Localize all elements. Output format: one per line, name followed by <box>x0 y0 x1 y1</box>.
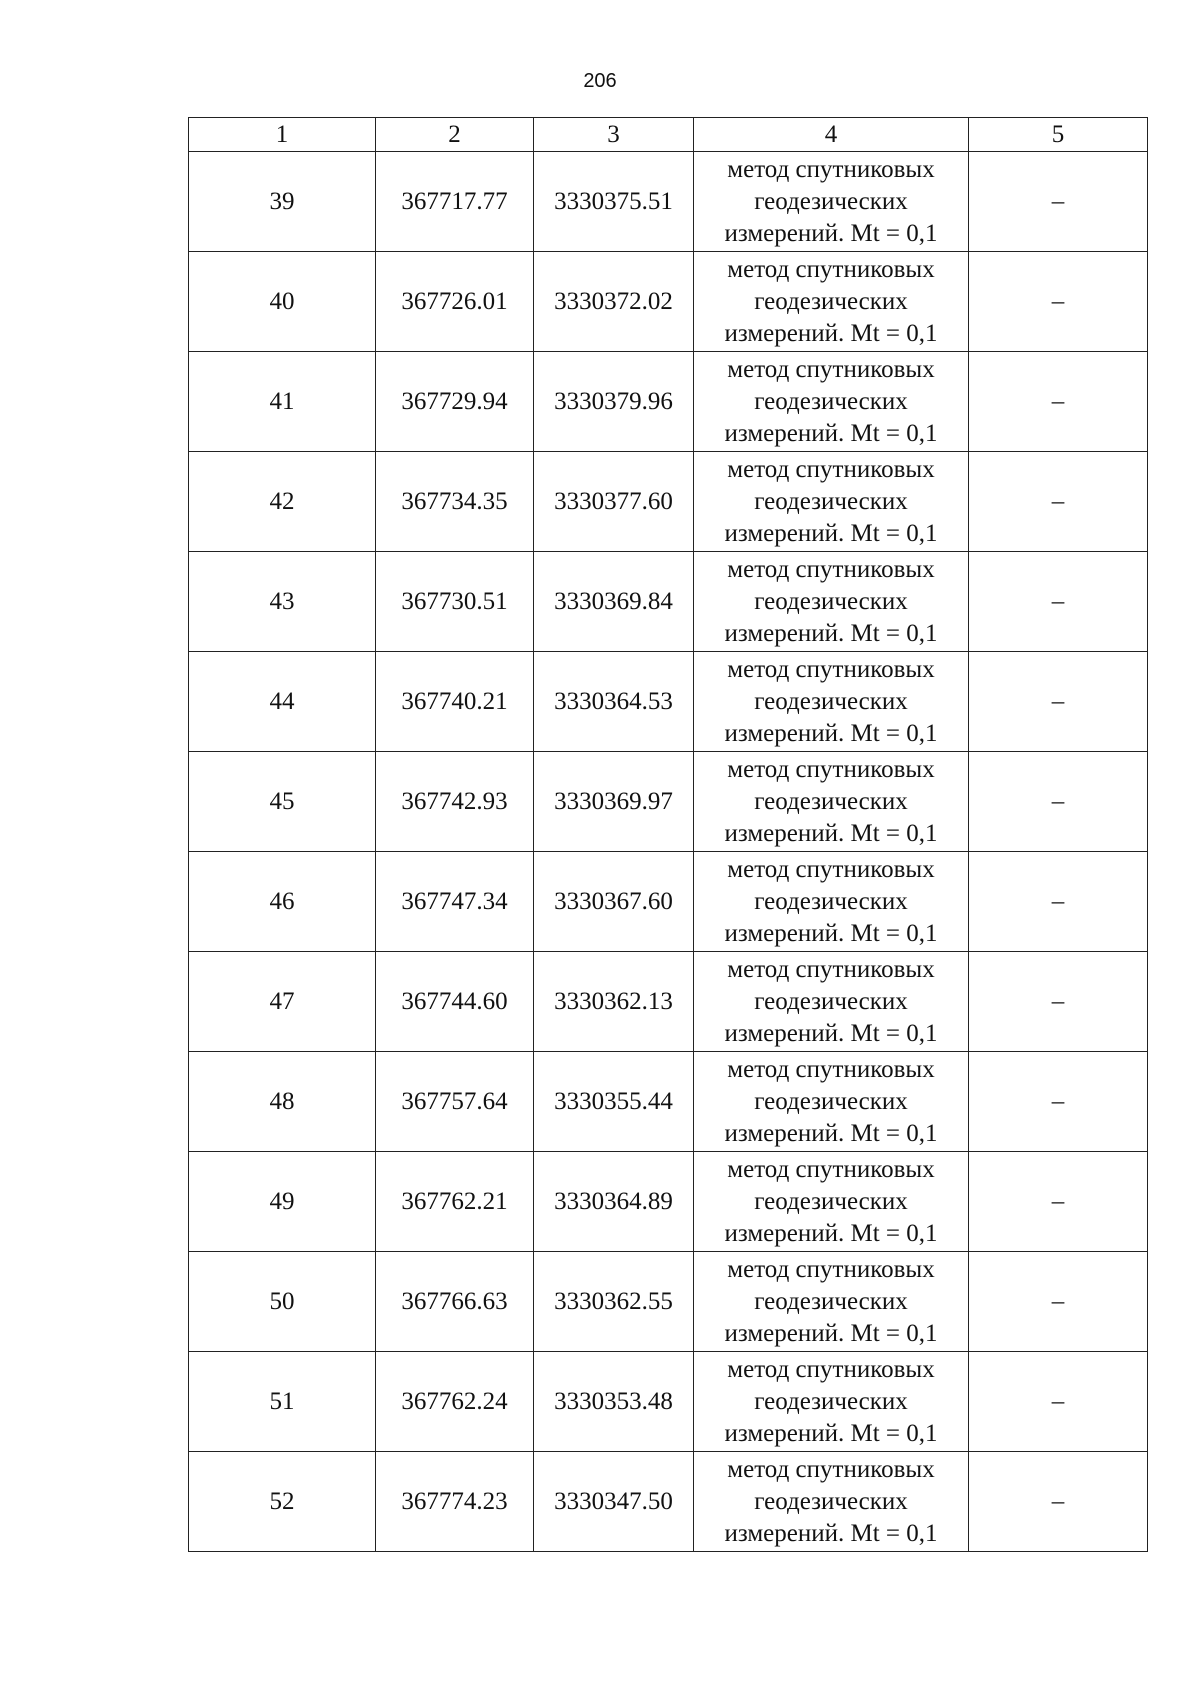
method-line: метод спутниковых <box>727 355 935 383</box>
note-cell: – <box>969 1452 1148 1552</box>
method-line: измерений. Mt = 0,1 <box>724 519 938 547</box>
page-number: 206 <box>583 70 617 92</box>
x-coordinate-cell: 367742.93 <box>376 752 534 852</box>
point-number-cell: 46 <box>189 852 376 952</box>
table-row <box>189 652 1148 752</box>
method-cell <box>694 652 969 752</box>
y-coordinate-cell: 3330367.60 <box>534 852 694 952</box>
note-cell: – <box>969 352 1148 452</box>
point-number-cell: 44 <box>189 652 376 752</box>
method-line: измерений. Mt = 0,1 <box>724 1019 938 1047</box>
note-cell: – <box>969 1052 1148 1152</box>
point-number-cell: 47 <box>189 952 376 1052</box>
point-number-cell: 40 <box>189 252 376 352</box>
method-line: измерений. Mt = 0,1 <box>724 1419 938 1447</box>
table-body <box>189 152 1148 1552</box>
column-header-5: 5 <box>969 118 1148 152</box>
method-line: геодезических <box>754 387 908 415</box>
method-line: геодезических <box>754 287 908 315</box>
x-coordinate-cell: 367717.77 <box>376 152 534 252</box>
note-cell: – <box>969 452 1148 552</box>
method-cell <box>694 852 969 952</box>
y-coordinate-cell: 3330377.60 <box>534 452 694 552</box>
method-line: геодезических <box>754 1187 908 1215</box>
method-line: геодезических <box>754 1387 908 1415</box>
x-coordinate-cell: 367744.60 <box>376 952 534 1052</box>
y-coordinate-cell: 3330355.44 <box>534 1052 694 1152</box>
method-cell <box>694 252 969 352</box>
method-line: метод спутниковых <box>727 655 935 683</box>
y-coordinate-cell: 3330362.13 <box>534 952 694 1052</box>
method-line: метод спутниковых <box>727 1155 935 1183</box>
method-cell <box>694 1052 969 1152</box>
x-coordinate-cell: 367774.23 <box>376 1452 534 1552</box>
method-line: измерений. Mt = 0,1 <box>724 1219 938 1247</box>
x-coordinate-cell: 367757.64 <box>376 1052 534 1152</box>
note-cell: – <box>969 1252 1148 1352</box>
method-line: метод спутниковых <box>727 1355 935 1383</box>
method-line: измерений. Mt = 0,1 <box>724 619 938 647</box>
note-cell: – <box>969 952 1148 1052</box>
method-line: геодезических <box>754 887 908 915</box>
method-line: геодезических <box>754 1087 908 1115</box>
method-line: измерений. Mt = 0,1 <box>724 919 938 947</box>
table-header <box>189 118 1148 152</box>
table-row <box>189 1452 1148 1552</box>
table-row <box>189 1152 1148 1252</box>
method-line: геодезических <box>754 987 908 1015</box>
table-row <box>189 952 1148 1052</box>
table-row <box>189 552 1148 652</box>
method-line: метод спутниковых <box>727 455 935 483</box>
y-coordinate-cell: 3330372.02 <box>534 252 694 352</box>
method-line: измерений. Mt = 0,1 <box>724 319 938 347</box>
x-coordinate-cell: 367766.63 <box>376 1252 534 1352</box>
method-cell <box>694 1452 969 1552</box>
y-coordinate-cell: 3330379.96 <box>534 352 694 452</box>
point-number-cell: 42 <box>189 452 376 552</box>
method-cell <box>694 152 969 252</box>
method-cell <box>694 1152 969 1252</box>
x-coordinate-cell: 367762.24 <box>376 1352 534 1452</box>
method-line: измерений. Mt = 0,1 <box>724 1119 938 1147</box>
method-cell <box>694 552 969 652</box>
method-cell <box>694 952 969 1052</box>
method-line: геодезических <box>754 487 908 515</box>
method-line: геодезических <box>754 787 908 815</box>
x-coordinate-cell: 367729.94 <box>376 352 534 452</box>
method-line: геодезических <box>754 587 908 615</box>
table-row <box>189 452 1148 552</box>
x-coordinate-cell: 367734.35 <box>376 452 534 552</box>
method-line: измерений. Mt = 0,1 <box>724 719 938 747</box>
y-coordinate-cell: 3330369.97 <box>534 752 694 852</box>
point-number-cell: 39 <box>189 152 376 252</box>
table-row <box>189 352 1148 452</box>
y-coordinate-cell: 3330375.51 <box>534 152 694 252</box>
table-row <box>189 252 1148 352</box>
table-row <box>189 752 1148 852</box>
coordinates-table <box>188 117 1148 1552</box>
point-number-cell: 52 <box>189 1452 376 1552</box>
x-coordinate-cell: 367730.51 <box>376 552 534 652</box>
point-number-cell: 45 <box>189 752 376 852</box>
y-coordinate-cell: 3330347.50 <box>534 1452 694 1552</box>
point-number-cell: 51 <box>189 1352 376 1452</box>
method-line: метод спутниковых <box>727 955 935 983</box>
note-cell: – <box>969 652 1148 752</box>
table-row <box>189 1052 1148 1152</box>
method-line: геодезических <box>754 1287 908 1315</box>
method-cell <box>694 1352 969 1452</box>
method-line: метод спутниковых <box>727 255 935 283</box>
x-coordinate-cell: 367762.21 <box>376 1152 534 1252</box>
y-coordinate-cell: 3330369.84 <box>534 552 694 652</box>
table-row <box>189 1252 1148 1352</box>
method-line: геодезических <box>754 187 908 215</box>
point-number-cell: 43 <box>189 552 376 652</box>
note-cell: – <box>969 852 1148 952</box>
method-cell <box>694 452 969 552</box>
note-cell: – <box>969 1152 1148 1252</box>
y-coordinate-cell: 3330364.89 <box>534 1152 694 1252</box>
point-number-cell: 49 <box>189 1152 376 1252</box>
method-line: измерений. Mt = 0,1 <box>724 1319 938 1347</box>
note-cell: – <box>969 752 1148 852</box>
table-row <box>189 152 1148 252</box>
method-line: метод спутниковых <box>727 1255 935 1283</box>
table-row <box>189 1352 1148 1452</box>
x-coordinate-cell: 367747.34 <box>376 852 534 952</box>
note-cell: – <box>969 1352 1148 1452</box>
method-line: метод спутниковых <box>727 1455 935 1483</box>
table-row <box>189 852 1148 952</box>
y-coordinate-cell: 3330353.48 <box>534 1352 694 1452</box>
point-number-cell: 48 <box>189 1052 376 1152</box>
method-cell <box>694 1252 969 1352</box>
method-line: метод спутниковых <box>727 1055 935 1083</box>
note-cell: – <box>969 152 1148 252</box>
method-cell <box>694 352 969 452</box>
method-line: метод спутниковых <box>727 555 935 583</box>
method-line: измерений. Mt = 0,1 <box>724 1519 938 1547</box>
method-line: геодезических <box>754 687 908 715</box>
column-header-4: 4 <box>694 118 969 152</box>
method-line: измерений. Mt = 0,1 <box>724 819 938 847</box>
x-coordinate-cell: 367740.21 <box>376 652 534 752</box>
method-line: геодезических <box>754 1487 908 1515</box>
x-coordinate-cell: 367726.01 <box>376 252 534 352</box>
method-line: метод спутниковых <box>727 855 935 883</box>
note-cell: – <box>969 552 1148 652</box>
point-number-cell: 50 <box>189 1252 376 1352</box>
method-line: метод спутниковых <box>727 155 935 183</box>
y-coordinate-cell: 3330364.53 <box>534 652 694 752</box>
note-cell: – <box>969 252 1148 352</box>
method-cell <box>694 752 969 852</box>
header-row <box>189 118 1148 152</box>
column-header-3: 3 <box>534 118 694 152</box>
column-header-2: 2 <box>376 118 534 152</box>
method-line: метод спутниковых <box>727 755 935 783</box>
column-header-1: 1 <box>189 118 376 152</box>
method-line: измерений. Mt = 0,1 <box>724 419 938 447</box>
y-coordinate-cell: 3330362.55 <box>534 1252 694 1352</box>
point-number-cell: 41 <box>189 352 376 452</box>
method-line: измерений. Mt = 0,1 <box>724 219 938 247</box>
